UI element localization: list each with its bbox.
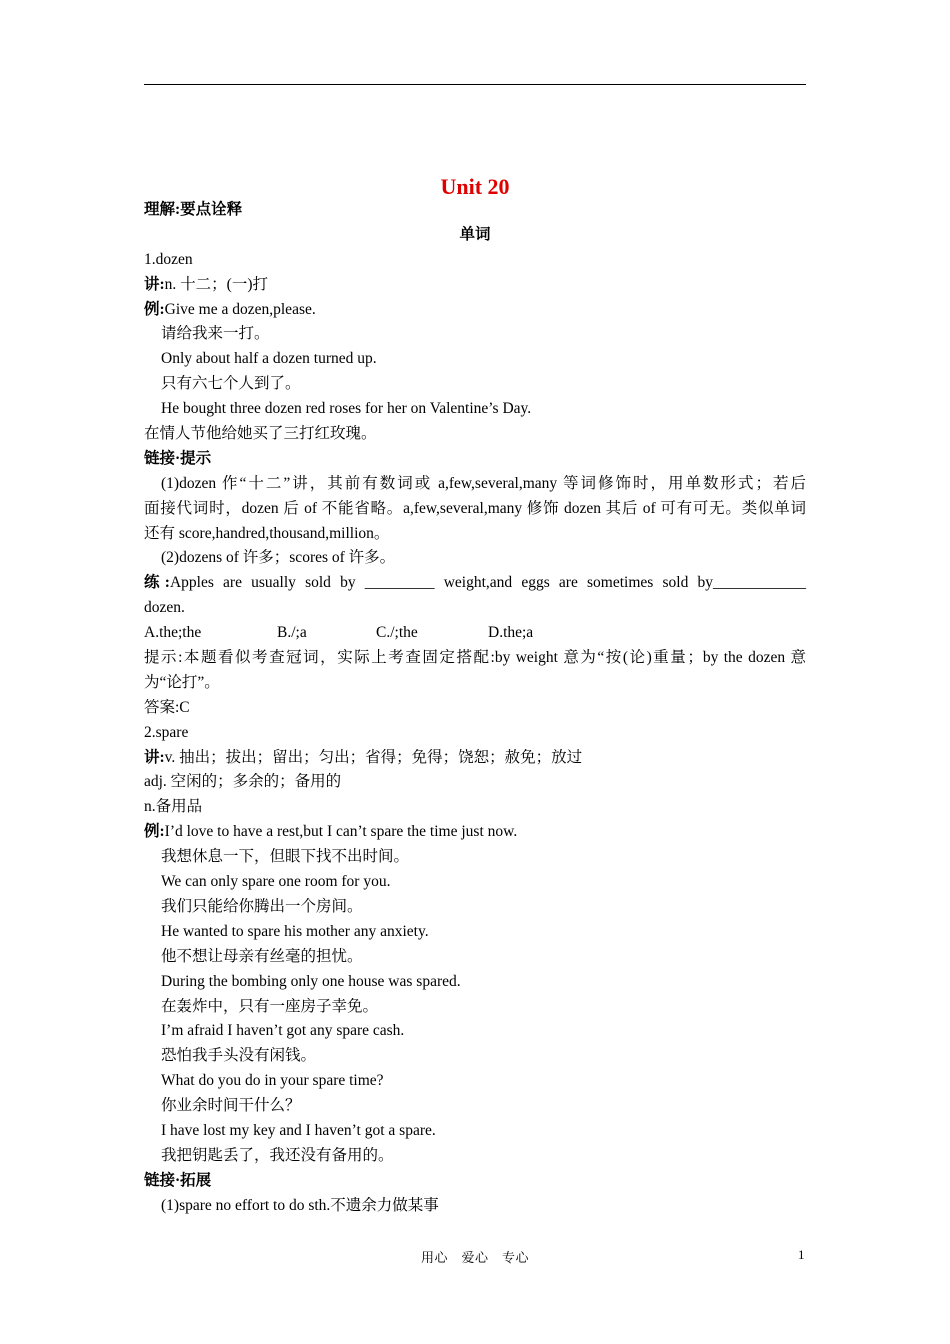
example: Only about half a dozen turned up. [161, 350, 377, 368]
exercise-options [144, 621, 806, 646]
example-translation: 你业余时间干什么？ [161, 1097, 301, 1115]
example: During the bombing only one house was spared. [161, 972, 461, 990]
example: I’m afraid I haven’t got any spare cash. [161, 1022, 405, 1040]
example-translation: 我把钥匙丢了，我还没有备用的。 [161, 1146, 394, 1164]
explanation: 讲:n. 十二；(一)打 [144, 275, 268, 293]
example-translation: 在轰炸中，只有一座房子幸免。 [161, 997, 379, 1015]
page-number: 1 [798, 1247, 805, 1262]
exercise-question-cont: dozen. [144, 599, 185, 617]
example: 例:I’d love to have a rest,but I can’t spare the time just now. [144, 823, 518, 841]
link-heading: 链接·拓展 [144, 1171, 212, 1189]
option-b: B./;a [277, 624, 307, 642]
example-translation: 我想休息一下，但眼下找不出时间。 [161, 848, 410, 866]
example-translation: 我们只能给你腾出一个房间。 [161, 897, 363, 915]
tip-line: 为“论打”。 [144, 673, 220, 691]
tip-line: 提示:本题看似考查冠词，实际上考查固定搭配:by weight 意为“按(论)重量；by the dozen 意 [144, 649, 806, 667]
example: What do you do in your spare time? [161, 1072, 384, 1090]
explanation: adj. 空闲的；多余的；备用的 [144, 773, 342, 791]
word-heading: 1.dozen [144, 250, 193, 268]
note-paragraph: (1)spare no effort to do sth.不遗余力做某事 [161, 1196, 439, 1214]
answer: 答案:C [144, 698, 190, 716]
example-translation: 在情人节他给她买了三打红玫瑰。 [144, 425, 377, 443]
footer-motto: 用心 爱心 专心 [420, 1250, 529, 1265]
word-heading: 2.spare [144, 723, 189, 741]
note-paragraph: (2)dozens of 许多；scores of 许多。 [161, 549, 396, 567]
header-rule [144, 84, 806, 85]
example-translation: 请给我来一打。 [161, 325, 270, 343]
example-translation: 他不想让母亲有丝毫的担忧。 [161, 947, 363, 965]
note-paragraph-line: (1)dozen 作“十二”讲，其前有数词或 a,few,several,many 等词修饰时，用单数形式；若后 [161, 474, 806, 492]
example-translation: 只有六七个人到了。 [161, 375, 301, 393]
exercise-question: 练:Apples are usually sold by _________ weight,and eggs are sometimes sold by____________ [144, 574, 806, 592]
note-paragraph-line: 面接代词时，dozen 后 of 不能省略。a,few,several,many 修饰 dozen 其后 of 可有可无。类似单词 [144, 499, 806, 517]
example: We can only spare one room for you. [161, 873, 391, 891]
explanation: n.备用品 [144, 798, 203, 816]
option-d: D.the;a [488, 624, 534, 642]
note-paragraph-line: 还有 score,handred,thousand,million。 [144, 524, 390, 542]
example: 例:Give me a dozen,please. [144, 300, 316, 318]
section-heading: 理解:要点诠释 [144, 201, 243, 218]
example: He bought three dozen red roses for her on Valentine’s Day. [161, 400, 532, 418]
example: He wanted to spare his mother any anxiety. [161, 922, 429, 940]
document-body [144, 198, 806, 1219]
link-heading: 链接·提示 [144, 449, 212, 467]
explanation: 讲:v. 抽出；拔出；留出；匀出；省得；免得；饶恕；赦免；放过 [144, 748, 583, 766]
example: I have lost my key and I haven’t got a spare. [161, 1121, 436, 1139]
option-c: C./;the [376, 624, 418, 642]
subheading: 单词 [459, 225, 491, 243]
page-title: Unit 20 [440, 174, 510, 199]
option-a: A.the;the [144, 624, 202, 642]
example-translation: 恐怕我手头没有闲钱。 [161, 1047, 317, 1065]
